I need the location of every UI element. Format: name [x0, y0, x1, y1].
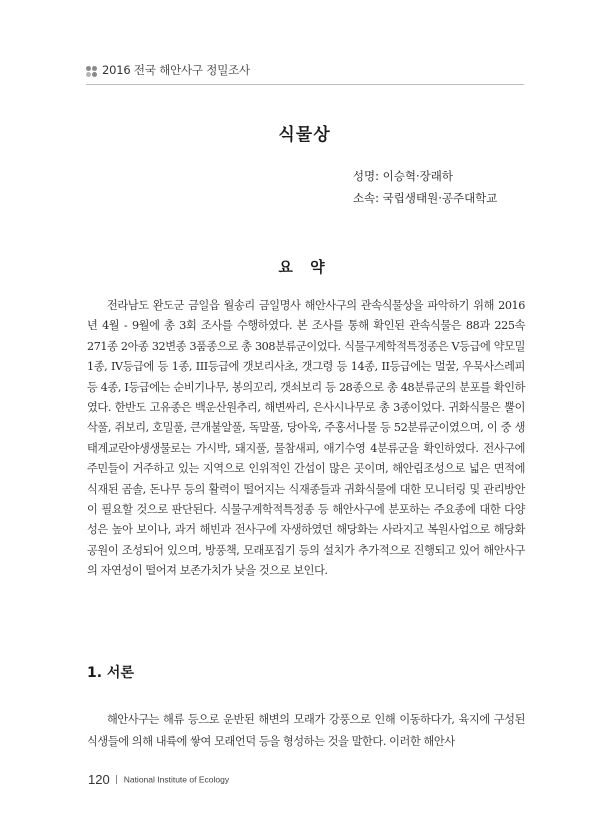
footer-institution: National Institute of Ecology: [123, 774, 230, 785]
section-heading: 1. 서론: [87, 665, 134, 681]
author-name-value: 이승혁·장래하: [382, 169, 453, 183]
author-name-label: 성명:: [352, 169, 379, 183]
section-body: 해안사구는 해류 등으로 운반된 해변의 모래가 강풍으로 인해 이동하다가, 육지에 구성된 식생들에 의해 내륙에 쌓여 모래언덕 등을 형성하는 것을 말한다. 이러한 해안사: [87, 713, 525, 748]
footer-divider: [116, 775, 117, 784]
page-number: 120: [88, 771, 110, 787]
author-affiliation-value: 국립생태원·공주대학교: [382, 191, 498, 205]
header-bullet-icon: [86, 66, 98, 78]
summary-heading: 요 약: [278, 258, 331, 276]
author-name-line: [330, 168, 530, 184]
section-text: [87, 709, 525, 752]
author-affiliation-line: [330, 190, 530, 206]
summary-body: 전라남도 완도군 금일읍 월송리 금일명사 해안사구의 관속식물상을 파악하기 위해 2016년 4월 - 9월에 총 3회 조사를 수행하였다. 본 조사를 통해 확인된 관속식물은 88과 225속 271종 2아종 32변종 3품종으로 총 308분류군이었다. 식물구계학적특정종은 V등급에 약모밀 1종, IV등급에 등 1종, III등급에 갯보리사초, 갯그령 등 14종, II등급에는 멀꿀, 우묵사스레피 등 4종, I등급에는 순비기나무, 봉의꼬리, 갯쇠보리 등 28종으로 총 48분류군의 분포를 확인하였다. 한반도 고유종은 백운산원추리, 해변싸리, 은사시나무로 총 3종이었다. 귀화식물은 뿔이삭풀, 쥐보리, 호밀풀, 큰개불알풀, 독말풀, 당아욱, 주홍서나물 등 52분류군이였으며, 이 중 생태계교란야생생물로는 가시박, 돼지풀, 물참새피, 애기수영 4분류군을 확인하였다. 전사구에 주민들이 거주하고 있는 지역으로 인위적인 간섭이 많은 곳이며, 해안림조성으로 넓은 면적에 식재된 곰솔, 돈나무 등의 활력이 떨어지는 식재종들과 귀화식물에 대한 모니터링 및 관리방안이 필요할 것으로 판단된다. 식물구계학적특정종 등 해안사구에 분포하는 주요종에 대한 다양성은 높아 보이나, 과거 해빈과 전사구에 자생하였던 해당화는 사라지고 복원사업으로 해당화공원이 조성되어 있으며, 방풍책, 모래포집기 등의 설치가 추가적으로 진행되고 있어 해안사구의 자연성이 떨어져 보존가치가 낮을 것으로 보인다.: [87, 299, 525, 578]
author-affiliation-label: 소속:: [352, 191, 379, 205]
page-footer: [88, 770, 229, 790]
header-title: 2016 전국 해안사구 정밀조사: [102, 63, 250, 77]
page-title: 식물상: [278, 125, 331, 145]
header-divider: [86, 84, 524, 85]
summary-text: [87, 296, 525, 582]
running-header: [86, 62, 524, 92]
